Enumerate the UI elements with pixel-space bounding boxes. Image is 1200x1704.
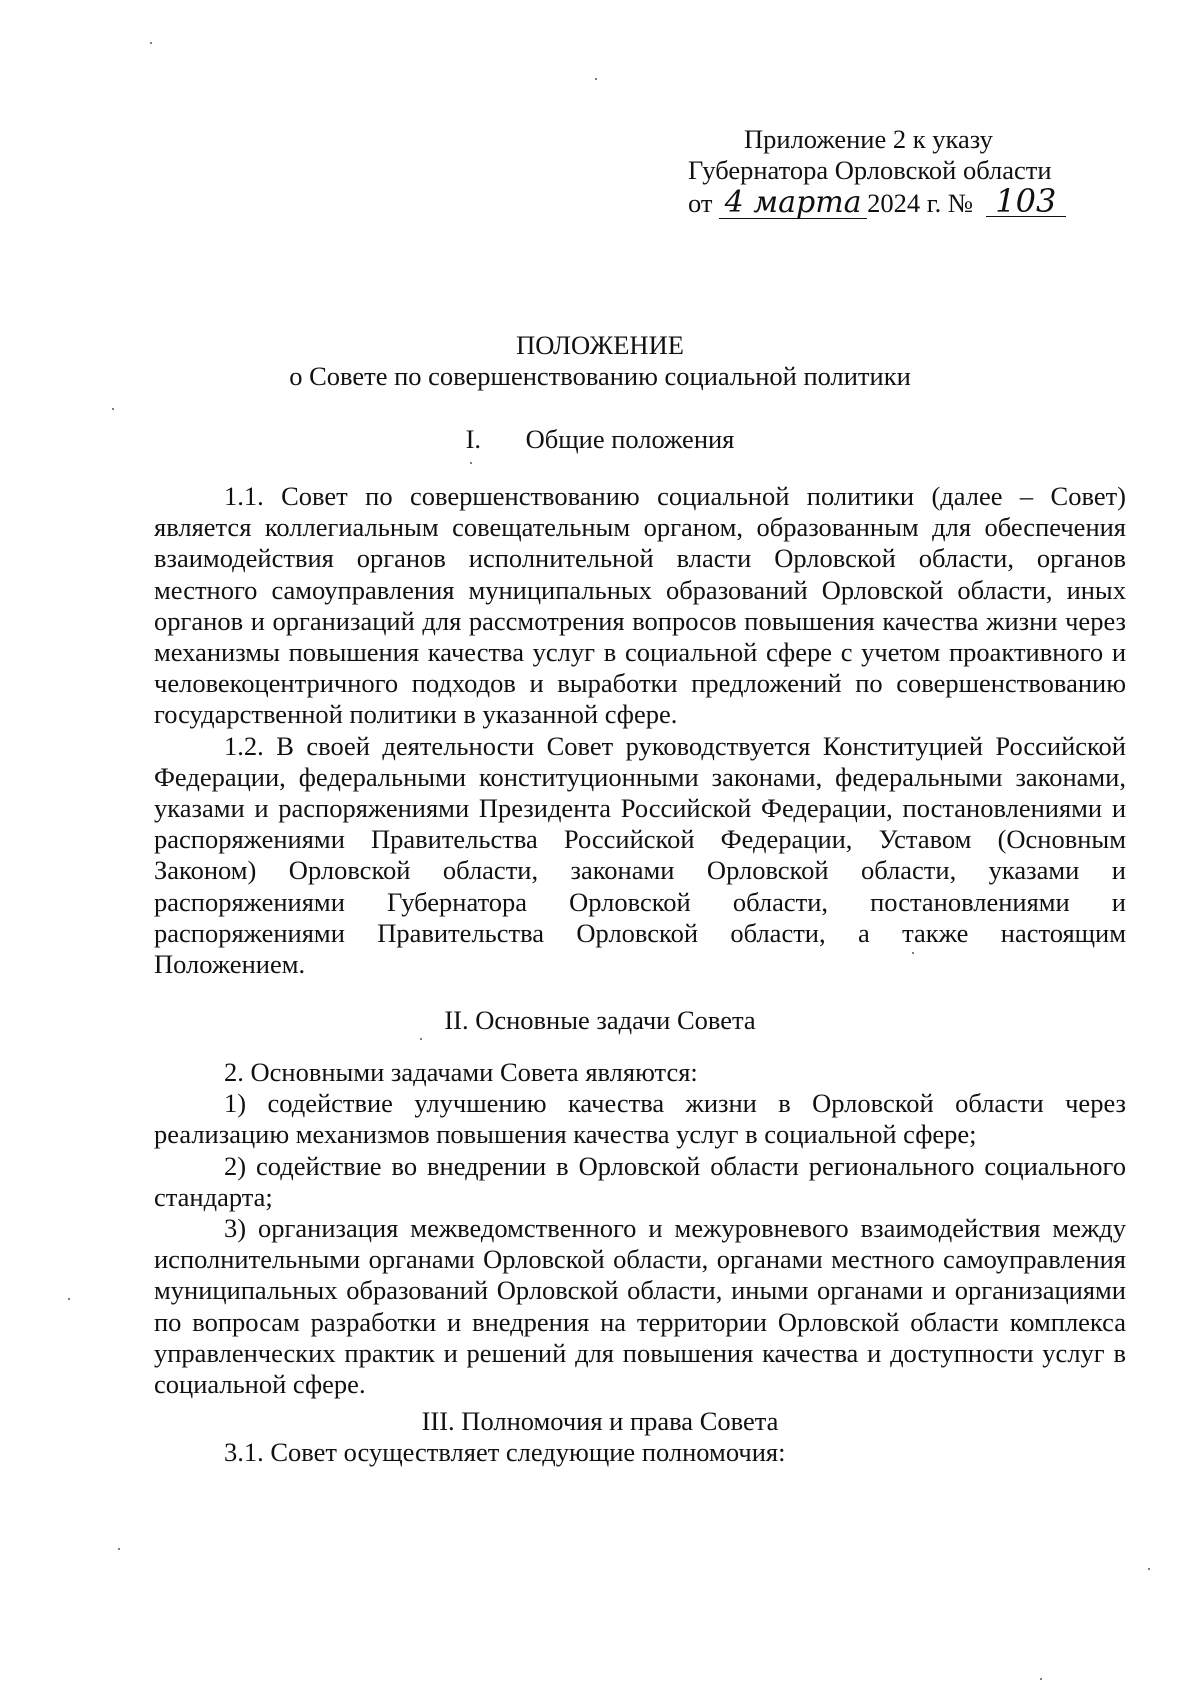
annex-block	[688, 124, 1108, 219]
section-1-number: I.	[465, 424, 482, 454]
scan-speck	[118, 1548, 120, 1550]
scan-speck	[112, 408, 114, 410]
task-item-2: 2) содействие во внедрении в Орловской области регионального социального стандарта;	[154, 1150, 1126, 1212]
scan-speck	[68, 1298, 70, 1300]
paragraph-1-2: 1.2. В своей деятельности Совет руководствуется Конституцией Российской Федерации, федеральными конституционными законами, федеральными законами, указами и распоряжениями Президента Российской Федерации, постановлениями и распоряжениями Правительства Российской Федерации, Уставом (Основным Законом) Орловской области, законами Орловской области, указами и распоряжениями Губернатора Орловской области, постановлениями и распоряжениями Правительства Орловской области, а также настоящим Положением.	[154, 730, 1126, 980]
handwritten-date: 4 марта	[719, 188, 867, 219]
section-3-intro: 3.1. Совет осуществляет следующие полномочия:	[224, 1437, 786, 1467]
scan-speck	[595, 78, 597, 80]
handwritten-number: 103	[986, 186, 1066, 217]
annex-line-2: Губернатора Орловской области	[688, 155, 1052, 185]
annex-year-number-label: 2024 г. №	[867, 188, 974, 218]
document-subtitle: о Совете по совершенствованию социальной политики	[289, 361, 911, 391]
scan-speck	[912, 952, 914, 954]
scan-speck	[150, 42, 152, 44]
task-item-1: 1) содействие улучшению качества жизни в Орловской области через реализацию механизмов повышения качества услуг в социальной сфере;	[154, 1088, 1126, 1150]
scan-speck	[470, 462, 472, 464]
annex-line-1: Приложение 2 к указу	[744, 124, 993, 154]
scan-speck	[1040, 1678, 1042, 1680]
document-title: ПОЛОЖЕНИЕ	[516, 330, 684, 360]
section-3-body	[154, 1437, 1126, 1468]
section-2-heading: II. Основные задачи Совета	[444, 1005, 756, 1035]
annex-line-3	[688, 182, 1108, 220]
section-2-body	[154, 1057, 1126, 1400]
section-1-body	[154, 481, 1126, 980]
annex-from-label: от	[688, 188, 713, 218]
task-item-3: 3) организация межведомственного и межуровневого взаимодействия между исполнительными органами Орловской области, органами местного самоуправления муниципальных образований Орловской области, иными органами и организациями по вопросам разработки и внедрения на территории Орловской области комплекса управленческих практик и решений для повышения качества и доступности услуг в социальной сфере.	[154, 1213, 1126, 1400]
section-3-heading: III. Полномочия и права Совета	[421, 1406, 779, 1436]
paragraph-1-1: 1.1. Совет по совершенствованию социальной политики (далее – Совет) является коллегиальным совещательным органом, образованным для обеспечения взаимодействия органов исполнительной власти Орловской области, органов местного самоуправления муниципальных образований Орловской области, иных органов и организаций для рассмотрения вопросов повышения качества жизни через механизмы повышения качества услуг в социальной сфере с учетом проактивного и человекоцентричного подходов и выработки предложений по совершенствованию государственной политики в указанной сфере.	[154, 481, 1126, 730]
section-2-intro: 2. Основными задачами Совета являются:	[224, 1057, 698, 1087]
section-1-heading	[0, 424, 1200, 455]
section-1-title: Общие положения	[525, 424, 735, 454]
scan-speck	[1148, 1568, 1150, 1570]
scan-speck	[420, 1038, 422, 1040]
